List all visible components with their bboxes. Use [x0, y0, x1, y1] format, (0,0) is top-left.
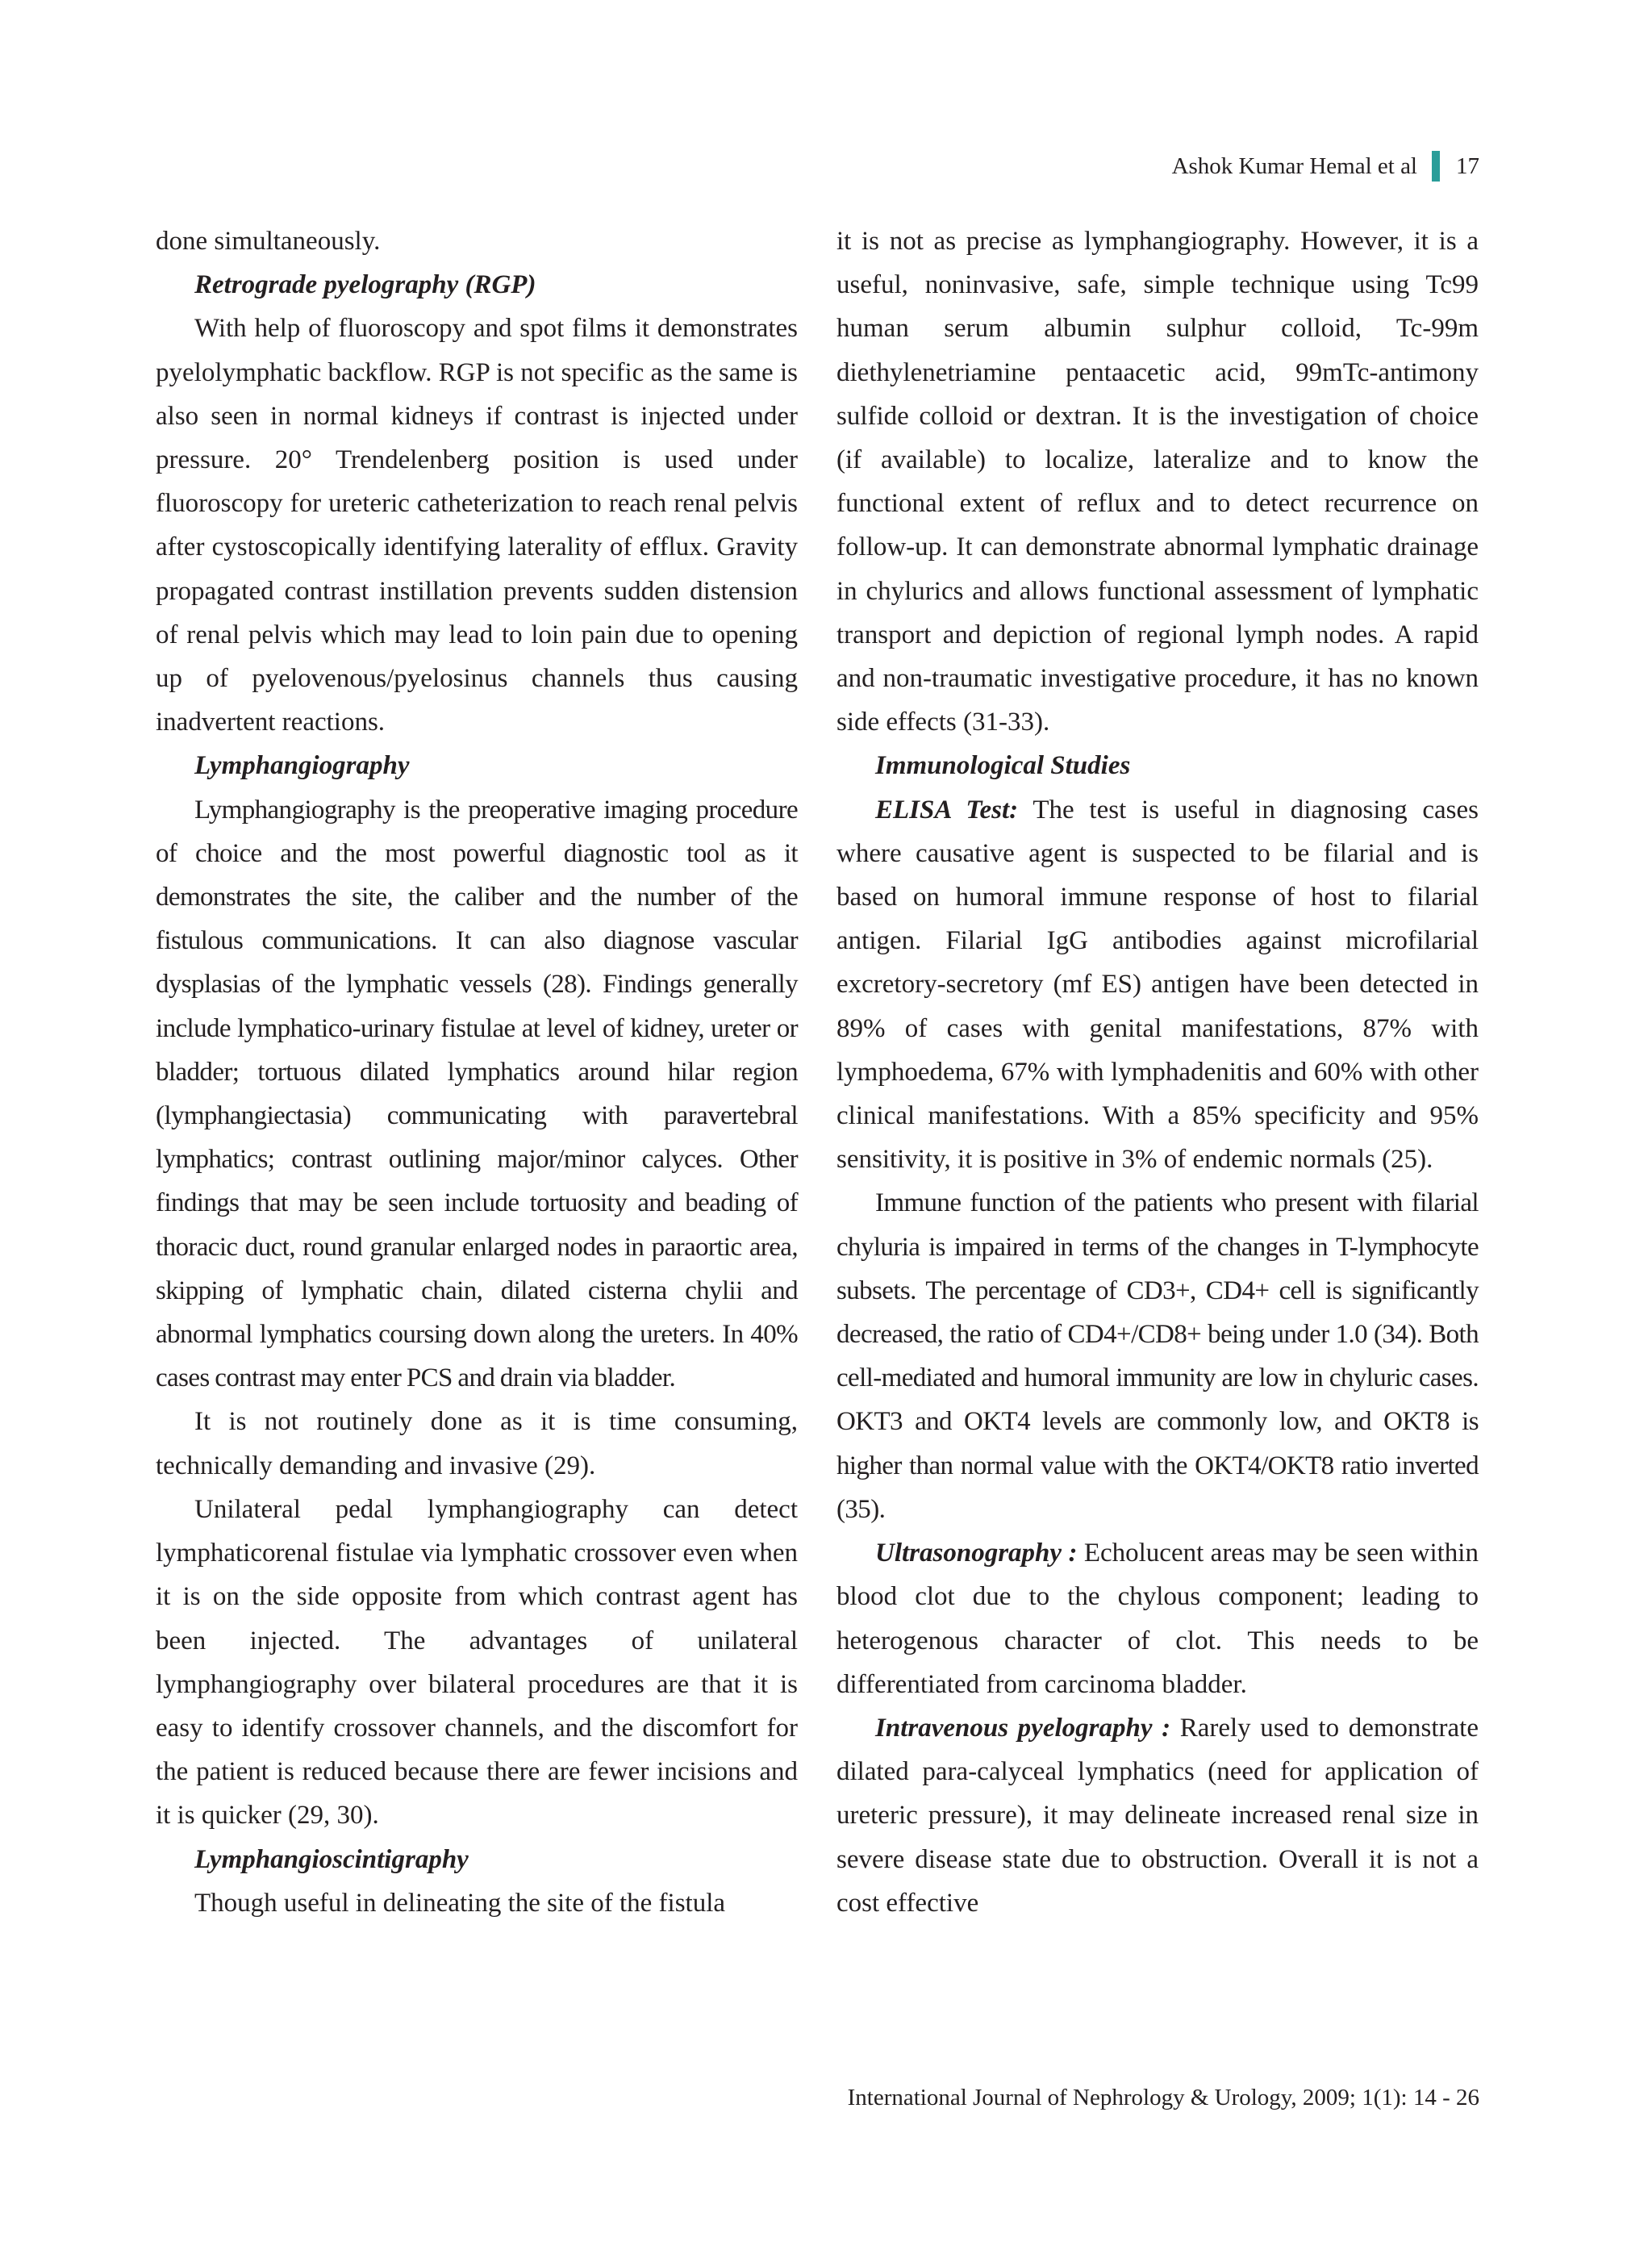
paragraph-rgp: With help of fluoroscopy and spot films it demonstrates pyelolymphatic backflow. RGP is not specific as the same is also seen in normal kidneys if contrast is injected under pressure. 20° Trendelenberg position is used under fluoroscopy for ureteric catheterization to reach renal pelvis after cystoscopically identifying laterality of efflux. Gravity propagated contrast instillation prevents sudden distension of renal pelvis which may lead to loin pain due to opening up of pyelovenous/pyelosinus channels thus causing inadvertent reactions. — [156, 314, 798, 737]
heading-lymphangiography: Lymphangiography — [194, 751, 410, 781]
paragraph-lymphangiography-1: Lymphangiography is the preoperative imaging procedure of choice and the most powerful diagnostic tool as it demonstrates the site, the caliber and the number of the fistulous communications. It can also diagnose vascular dysplasias of the lymphatic vessels (28). Findings generally include lymphatico-urinary fistulae at level of kidney, ureter or bladder; tortuous dilated lymphatics around hilar region (lymphangiectasia) communicating with paravertebral lymphatics; contrast outlining major/minor calyces. Other findings that may be seen include tortuosity and beading of thoracic duct, round granular enlarged nodes in paraortic area, skipping of lymphatic chain, dilated cisterna chylii and abnormal lymphatics coursing down along the ureters. In 40% cases contrast may enter PCS and drain via bladder. — [156, 795, 798, 1393]
footer-citation: International Journal of Nephrology & Urology, 2009; 1(1): 14 - 26 — [847, 2085, 1479, 2110]
running-header-author: Ashok Kumar Hemal et al — [1171, 152, 1417, 179]
heading-immunological-studies: Immunological Studies — [875, 751, 1131, 781]
heading-retrograde-pyelography: Retrograde pyelography (RGP) — [194, 270, 536, 300]
ivp-label: Intravenous pyelography : — [875, 1713, 1171, 1743]
running-header — [1172, 150, 1479, 182]
paragraph-ultrasonography — [836, 1531, 1479, 1706]
right-column — [836, 219, 1479, 1925]
ivp-text: Rarely used to demonstrate dilated para-calyceal lymphatics (need for application of ureteric pressure), it may delineate increased renal size in severe disease state due to obstruction. Overall it is not a cost effective — [836, 1713, 1479, 1918]
left-column — [156, 219, 798, 1925]
page-number: 17 — [1456, 152, 1479, 179]
paragraph-lymphangiography-2: It is not routinely done as it is time consuming, technically demanding and invasive (29). — [156, 1407, 798, 1480]
paragraph-elisa — [836, 788, 1479, 1182]
elisa-text: The test is useful in diagnosing cases where causative agent is suspected to be filarial and is based on humoral immune response of host to filarial antigen. Filarial IgG antibodies against microfilarial excretory-secretory (mf ES) antigen have been detected in 89% of cases with genital manifestations, 87% with lymphoedema, 67% with lymphadenitis and 60% with other clinical manifestations. With a 85% specificity and 95% sensitivity, it is positive in 3% of endemic normals (25). — [836, 795, 1479, 1175]
paragraph-scintigraphy-continued: it is not as precise as lymphangiography. However, it is a useful, noninvasive, safe, simple technique using Tc99 human serum albumin sulphur colloid, Tc-99m diethylenetriamine pentaacetic acid, 99mTc-antimony sulfide colloid or dextran. It is the investigation of choice (if available) to localize, lateralize and to know the functional extent of reflux and to detect recurrence on follow-up. It can demonstrate abnormal lymphatic drainage in chylurics and allows functional assessment of lymphatic transport and depiction of regional lymph nodes. A rapid and non-traumatic investigative procedure, it has no known side effects (31-33). — [836, 227, 1479, 737]
paragraph-intravenous-pyelography — [836, 1706, 1479, 1925]
heading-lymphangioscintigraphy: Lymphangioscintigraphy — [194, 1844, 469, 1874]
paragraph-lymphangiography-3: Unilateral pedal lymphangiography can detect lymphaticorenal fistulae via lymphatic crossover even when it is on the side opposite from which contrast agent has been injected. The advantages of unilateral lymphangiography over bilateral procedures are that it is easy to identify crossover channels, and the discomfort for the patient is reduced because there are fewer incisions and it is quicker (29, 30). — [156, 1494, 798, 1831]
ultrasonography-label: Ultrasonography : — [875, 1538, 1078, 1568]
accent-bar — [1432, 151, 1440, 182]
paragraph-intro: done simultaneously. — [156, 227, 381, 256]
paragraph-lymphangioscintigraphy: Though useful in delineating the site of the fistula — [194, 1888, 726, 1918]
elisa-label: ELISA Test: — [875, 795, 1019, 825]
paragraph-immune-function: Immune function of the patients who present with filarial chyluria is impaired in terms of the changes in T-lymphocyte subsets. The percentage of CD3+, CD4+ cell is significantly decreased, the ratio of CD4+/CD8+ being under 1.0 (34). Both cell-mediated and humoral immunity are low in chyluric cases. OKT3 and OKT4 levels are commonly low, and OKT8 is higher than normal value with the OKT4/OKT8 ratio inverted (35). — [836, 1188, 1479, 1524]
ultrasonography-text: Echolucent areas may be seen within blood clot due to the chylous component; leading to heterogenous character of clot. This needs to be differentiated from carcinoma bladder. — [836, 1538, 1479, 1699]
